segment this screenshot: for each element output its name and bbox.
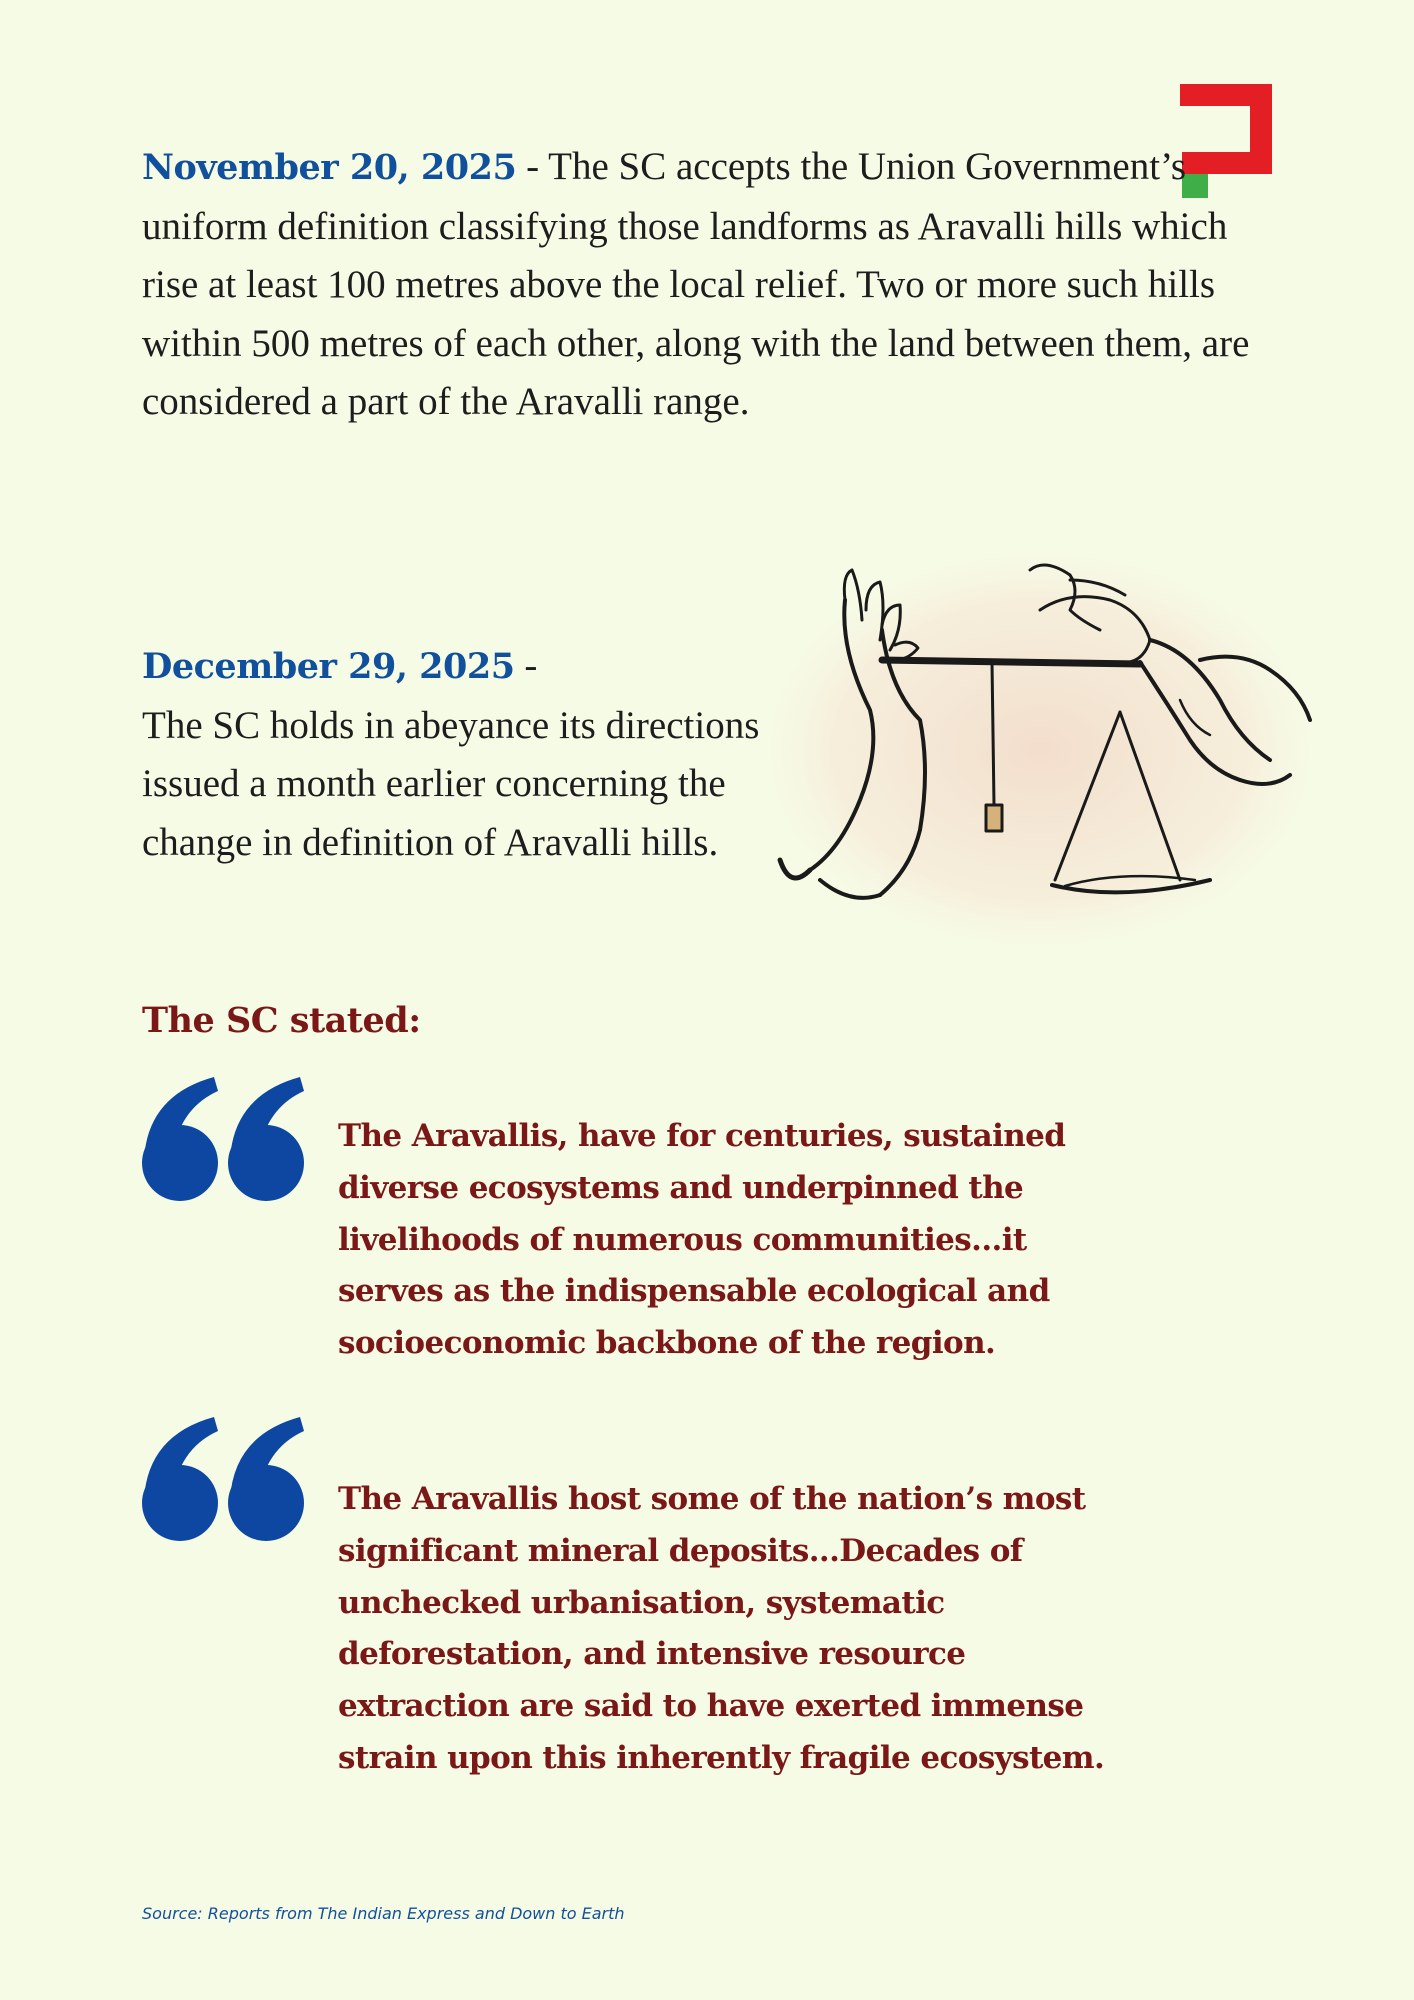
timeline-separator-1: - (516, 145, 549, 188)
quote-text-2: The Aravallis host some of the nation’s most significant mineral deposits...Decades of unchecked urbanisation, systematic deforestation, and intensive resource extraction are said to have exerted immense strain upon this inherently fragile ecosystem. (338, 1481, 1105, 1776)
sc-stated-heading: The SC stated: (142, 1000, 421, 1041)
quote-mark-icon (140, 1075, 308, 1201)
timeline-body-2: The SC holds in abeyance its directions issued a month earlier concerning the change in definition of Aravalli hills. (142, 703, 760, 864)
scales-of-justice-icon (770, 550, 1320, 945)
timeline-date-1: November 20, 2025 (142, 147, 517, 188)
source-citation: Source: Reports from The Indian Express and Down to Earth (142, 1904, 625, 1923)
timeline-entry-2-text (142, 637, 782, 872)
quote-mark-icon (140, 1415, 308, 1541)
timeline-date-2: December 29, 2025 (142, 646, 515, 687)
timeline-entry-1 (142, 138, 1252, 432)
timeline-separator-2: - (514, 644, 538, 687)
timeline-entry-1-text (142, 138, 1252, 432)
quote-text-1: The Aravallis, have for centuries, sustained diverse ecosystems and underpinned the livelihoods of numerous communities...it serves as the indispensable ecological and socioeconomic backbone of the region. (338, 1118, 1066, 1362)
timeline-body-1: The SC accepts the Union Government’s uniform definition classifying those landforms as Aravalli hills which rise at least 100 metres above the local relief. Two or more such hills within 500 metres of each other, along with the land between them, are considered a part of the Aravalli range. (142, 145, 1250, 423)
timeline-entry-2 (142, 637, 782, 872)
